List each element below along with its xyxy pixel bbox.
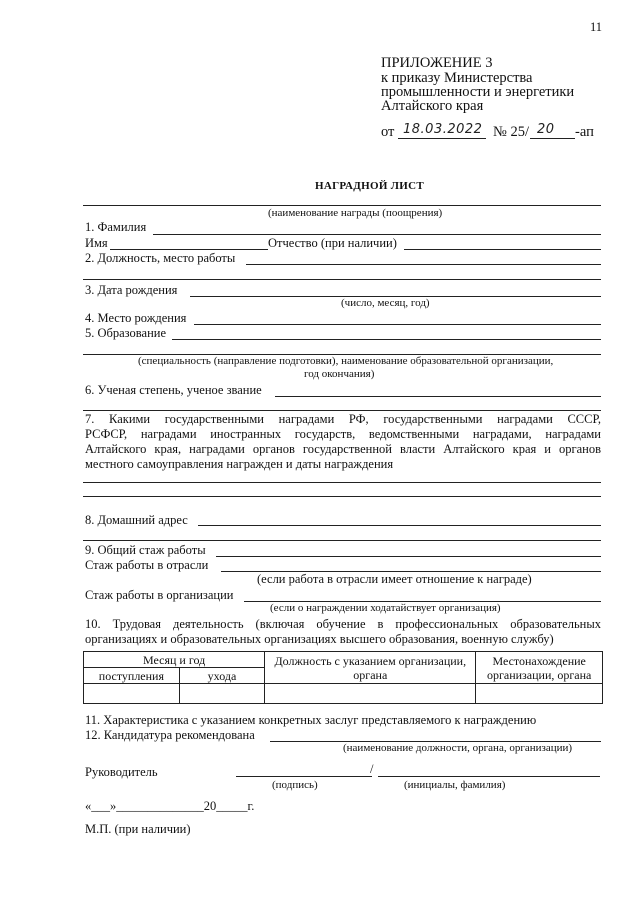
order-date-line [398, 138, 486, 139]
order-line-3: Алтайского края [381, 98, 484, 114]
award-caption: (наименование награды (поощрения) [268, 207, 443, 219]
page-number: 11 [590, 20, 603, 34]
order-from-label: от [381, 124, 395, 140]
characteristic-label: 11. Характеристика с указанием конкретных заслуг представляемого к награждению [85, 713, 537, 727]
degree-field[interactable] [275, 396, 601, 397]
initials-field[interactable] [378, 776, 600, 777]
industry-caption: (если работа в отрасли имеет отношение к награде) [257, 572, 532, 586]
order-suffix: -ап [575, 124, 594, 140]
recommended-caption: (наименование должности, органа, организации) [343, 742, 573, 754]
birth-date-caption: (число, месяц, год) [341, 297, 430, 309]
position-org-header: Должность с указанием организации, органа [265, 652, 476, 684]
signature-slash: / [370, 762, 374, 776]
labor-activity-table [83, 651, 603, 704]
exit-header: ухода [179, 668, 264, 684]
order-number-handwritten: 20 [537, 122, 555, 137]
signature-field[interactable] [236, 776, 372, 777]
signature-caption: (подпись) [272, 779, 318, 791]
education-caption-2: год окончания) [304, 368, 375, 380]
labor-activity-line-1: 10. Трудовая деятельность (включая обучение в профессиональных образовательных [85, 617, 601, 631]
birth-date-label: 3. Дата рождения [85, 283, 178, 297]
recommended-label: 12. Кандидатура рекомендована [85, 728, 255, 742]
org-caption: (если о награждении ходатайствует организация) [270, 602, 501, 614]
awards-question-line-2: РСФСР, наградами иностранных государств, ведомственными наградами, наградами [85, 427, 601, 441]
home-address-label: 8. Домашний адрес [85, 513, 188, 527]
degree-field-2[interactable] [83, 410, 601, 411]
position-field-2[interactable] [83, 279, 601, 280]
table-cell-location[interactable] [476, 684, 603, 704]
home-address-field-2[interactable] [83, 540, 601, 541]
labor-activity-line-2: организациях и образовательных организациях высшего образования, военную службу) [85, 632, 554, 646]
table-cell-exit[interactable] [179, 684, 264, 704]
award-name-line [83, 205, 601, 206]
industry-experience-label: Стаж работы в отрасли [85, 558, 209, 572]
appendix-title: ПРИЛОЖЕНИЕ 3 [381, 55, 493, 71]
org-experience-label: Стаж работы в организации [85, 588, 234, 602]
birth-place-label: 4. Место рождения [85, 311, 187, 325]
awards-field-2[interactable] [83, 496, 601, 497]
education-field[interactable] [172, 339, 601, 340]
stamp-label: М.П. (при наличии) [85, 822, 191, 836]
entry-header: поступления [84, 668, 180, 684]
order-line-1: к приказу Министерства [381, 70, 533, 86]
location-header: Местонахождение организации, органа [476, 652, 603, 684]
table-cell-position[interactable] [265, 684, 476, 704]
awards-question-line-3: Алтайского края, наградами органов государственной власти Алтайского края и органов [85, 442, 601, 456]
initials-caption: (инициалы, фамилия) [404, 779, 506, 791]
awards-field-1[interactable] [83, 482, 601, 483]
name-label: Имя [85, 236, 108, 250]
name-field[interactable] [110, 249, 268, 250]
order-number-line [530, 138, 575, 139]
education-caption-1: (специальность (направление подготовки), наименование образовательной организации, [138, 355, 554, 367]
patronymic-field[interactable] [404, 249, 601, 250]
total-experience-label: 9. Общий стаж работы [85, 543, 206, 557]
order-number-label: № 25/ [493, 124, 529, 140]
position-field[interactable] [246, 264, 601, 265]
order-date-handwritten: 18.03.2022 [403, 122, 483, 137]
patronymic-label: Отчество (при наличии) [268, 236, 397, 250]
birth-place-field[interactable] [194, 324, 601, 325]
month-year-header: Месяц и год [84, 652, 265, 668]
surname-field[interactable] [153, 234, 601, 235]
surname-label: 1. Фамилия [85, 220, 147, 234]
date-template[interactable]: «___»______________20_____г. [85, 799, 255, 813]
position-label: 2. Должность, место работы [85, 251, 236, 265]
table-cell-entry[interactable] [84, 684, 180, 704]
head-label: Руководитель [85, 765, 158, 779]
degree-label: 6. Ученая степень, ученое звание [85, 383, 262, 397]
total-experience-field[interactable] [216, 556, 601, 557]
home-address-field[interactable] [198, 525, 601, 526]
awards-question-line-1: 7. Какими государственными наградами РФ, государственными наградами СССР, [85, 412, 601, 426]
awards-question-line-4: местного самоуправления награжден и даты награждения [85, 457, 394, 471]
document-title: НАГРАДНОЙ ЛИСТ [315, 180, 424, 192]
education-label: 5. Образование [85, 326, 167, 340]
order-line-2: промышленности и энергетики [381, 84, 575, 100]
